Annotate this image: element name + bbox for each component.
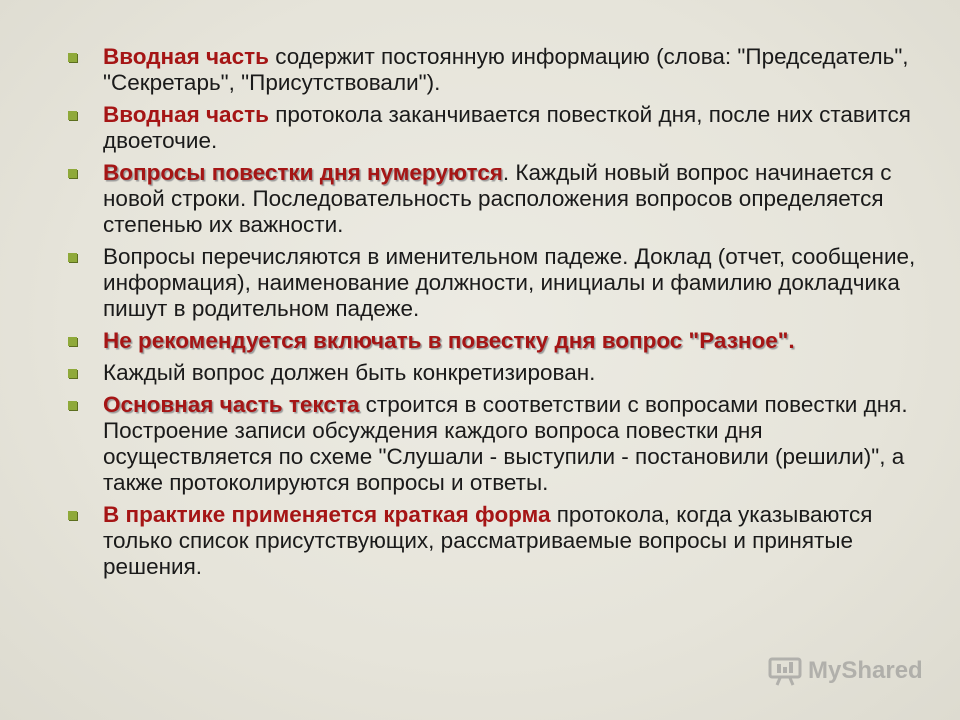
square-bullet-icon	[68, 369, 77, 378]
presentation-board-icon	[768, 656, 802, 686]
item-lead: Вопросы повестки дня нумеруются	[103, 160, 503, 185]
list-item	[64, 392, 924, 496]
square-bullet-icon	[68, 169, 77, 178]
list-item	[64, 102, 924, 154]
item-text: содержит постоянную информацию (слова: "Председатель", "Секретарь", "Присутствовали").	[103, 44, 909, 95]
item-lead: В практике применяется краткая форма	[103, 502, 551, 527]
item-lead: Не рекомендуется включать в повестку дня вопрос "Разное".	[103, 328, 795, 353]
square-bullet-icon	[68, 53, 77, 62]
list-item	[64, 244, 924, 322]
list-item	[64, 44, 924, 96]
square-bullet-icon	[68, 401, 77, 410]
item-text: протокола заканчивается повесткой дня, после них ставится двоеточие.	[103, 102, 911, 153]
list-item	[64, 328, 924, 354]
square-bullet-icon	[68, 111, 77, 120]
list-item	[64, 160, 924, 238]
item-text: . Каждый новый вопрос начинается с новой строки. Последовательность расположения вопросов определяется степенью их важности.	[103, 160, 892, 237]
list-item	[64, 360, 924, 386]
square-bullet-icon	[68, 511, 77, 520]
item-lead: Основная часть текста	[103, 392, 360, 417]
watermark-text: MyShared	[808, 657, 923, 684]
myshared-watermark	[768, 656, 923, 686]
square-bullet-icon	[68, 253, 77, 262]
list-item	[64, 502, 924, 580]
item-lead: Вводная часть	[103, 102, 269, 127]
bullet-list	[64, 44, 924, 586]
item-text: Каждый вопрос должен быть конкретизирован.	[103, 360, 596, 385]
item-lead: Вводная часть	[103, 44, 269, 69]
item-text: строится в соответствии с вопросами повестки дня. Построение записи обсуждения каждого вопроса повестки дня осуществляется по схеме "Слушали - выступили - постановили (решили)", а также протоколируются вопросы и ответы.	[103, 392, 908, 495]
square-bullet-icon	[68, 337, 77, 346]
item-text: протокола, когда указываются только список присутствующих, рассматриваемые вопросы и принятые решения.	[103, 502, 873, 579]
item-text: Вопросы перечисляются в именительном падеже. Доклад (отчет, сообщение, информация), наименование должности, инициалы и фамилию докладчика пишут в родительном падеже.	[103, 244, 916, 321]
